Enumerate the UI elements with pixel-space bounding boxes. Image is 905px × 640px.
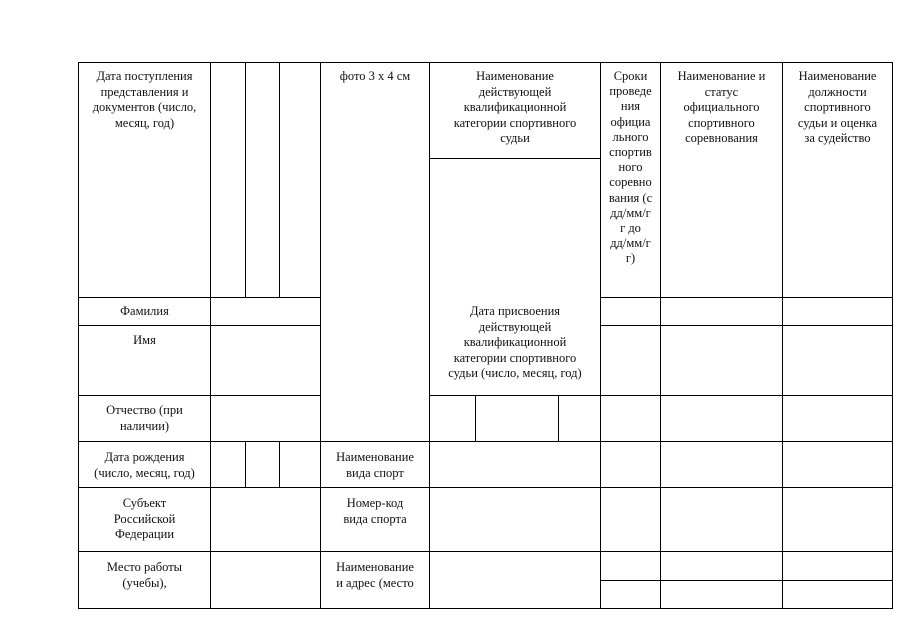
grid-line — [600, 580, 892, 581]
photo-label: фото 3 х 4 см — [339, 69, 411, 83]
region-label: Субъект Российской Федерации — [113, 496, 176, 541]
surname-label: Фамилия — [120, 304, 169, 318]
grid-line — [78, 395, 320, 396]
grid-line — [279, 62, 280, 298]
workplace-label: Место работы (учебы), — [106, 560, 183, 590]
grid-line — [279, 441, 280, 488]
grid-line — [78, 62, 892, 63]
grid-line — [245, 441, 246, 488]
grid-line — [600, 325, 892, 326]
category-name-label: Наименование действующей квалификационной категории спортивного судьи — [453, 69, 577, 145]
grid-line — [78, 487, 892, 488]
grid-line — [210, 62, 211, 609]
event-dates-label: Сроки проведе ния официа льного спортив ного соревно вания (с дд/мм/г г до дд/мм/г г) — [608, 69, 653, 266]
grid-line — [78, 325, 320, 326]
org-name-address-label: Наименование и адрес (место — [336, 560, 414, 590]
patronymic-label: Отчество (при наличии) — [106, 403, 183, 433]
date-received-label: Дата поступления представления и документов (число, месяц, год) — [92, 69, 197, 130]
grid-line — [78, 551, 892, 552]
category-date-label: Дата присвоения действующей квалификационной категории спортивного судьи (число, месяц, год) — [448, 304, 582, 380]
grid-line — [78, 608, 892, 609]
birth-date-label: Дата рождения (число, месяц, год) — [94, 450, 195, 480]
event-name-status-label: Наименование и статус официального спортивного соревнования — [677, 69, 766, 145]
first-name-label: Имя — [133, 333, 156, 347]
sport-code-label: Номер-код вида спорта — [343, 496, 407, 526]
grid-line — [78, 441, 892, 442]
sport-name-label: Наименование вида спорт — [336, 450, 414, 480]
grid-line — [78, 297, 320, 298]
grid-line — [475, 395, 476, 442]
grid-line — [600, 297, 892, 298]
grid-line — [892, 62, 893, 609]
position-rating-label: Наименование должности спортивного судьи и оценка за судейство — [797, 69, 878, 145]
grid-line — [429, 158, 600, 159]
grid-line — [245, 62, 246, 298]
grid-line — [558, 395, 559, 442]
